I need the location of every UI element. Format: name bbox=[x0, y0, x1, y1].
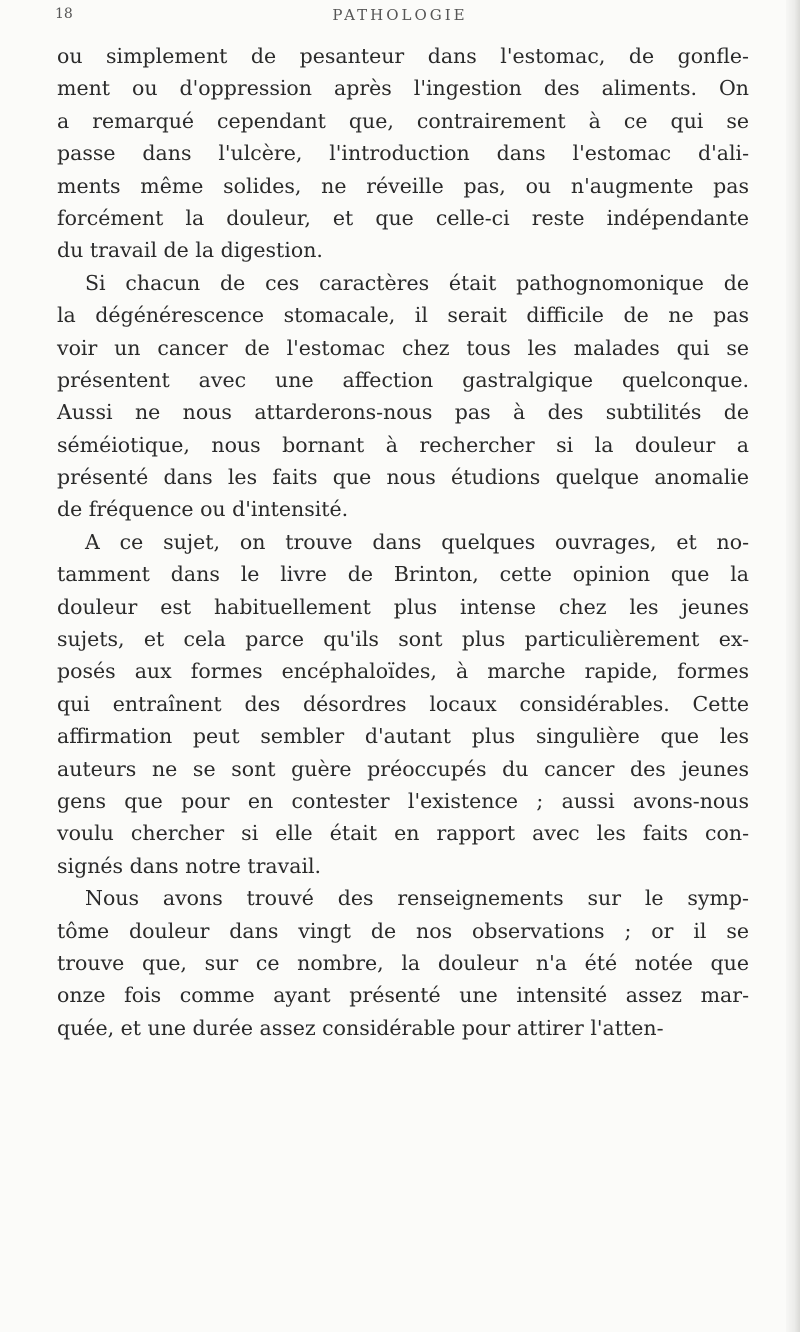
text-line: de fréquence ou d'intensité. bbox=[57, 497, 349, 522]
text-line: voulu chercher si elle était en rapport avec les faits con- bbox=[57, 821, 749, 846]
body-text bbox=[57, 40, 749, 1044]
text-line: présentent avec une affection gastralgique quelconque. bbox=[57, 367, 749, 392]
text-line: sujets, et cela parce qu'ils sont plus particulièrement ex- bbox=[57, 627, 749, 652]
running-head: PATHOLOGIE bbox=[332, 6, 468, 24]
text-line: ment ou d'oppression après l'ingestion des aliments. On bbox=[57, 76, 749, 101]
text-line: qui entraînent des désordres locaux considérables. Cette bbox=[57, 691, 749, 716]
text-line: gens que pour en contester l'existence ; aussi avons-nous bbox=[57, 788, 749, 813]
text-line: ments même solides, ne réveille pas, ou n'augmente pas bbox=[57, 173, 749, 198]
text-line: auteurs ne se sont guère préoccupés du cancer des jeunes bbox=[57, 756, 749, 781]
text-line: posés aux formes encéphaloïdes, à marche rapide, formes bbox=[57, 659, 749, 684]
text-line: Nous avons trouvé des renseignements sur le symp- bbox=[85, 886, 749, 911]
text-line: signés dans notre travail. bbox=[57, 853, 322, 878]
text-line: trouve que, sur ce nombre, la douleur n'a été notée que bbox=[57, 950, 749, 975]
text-line: A ce sujet, on trouve dans quelques ouvrages, et no- bbox=[85, 529, 749, 554]
text-line: du travail de la digestion. bbox=[57, 238, 323, 263]
text-line: voir un cancer de l'estomac chez tous les malades qui se bbox=[57, 335, 749, 360]
text-line: forcément la douleur, et que celle-ci reste indépendante bbox=[57, 205, 749, 230]
text-line: tamment dans le livre de Brinton, cette opinion que la bbox=[57, 562, 749, 587]
text-line: la dégénérescence stomacale, il serait difficile de ne pas bbox=[57, 303, 749, 328]
text-line: présenté dans les faits que nous étudions quelque anomalie bbox=[57, 465, 749, 490]
page-number: 18 bbox=[55, 6, 73, 22]
text-line: Si chacun de ces caractères était pathognomonique de bbox=[85, 270, 749, 295]
text-line: séméiotique, nous bornant à rechercher si la douleur a bbox=[57, 432, 749, 457]
text-line: douleur est habituellement plus intense chez les jeunes bbox=[57, 594, 749, 619]
text-line: ou simplement de pesanteur dans l'estomac, de gonfle- bbox=[57, 44, 749, 68]
text-line: passe dans l'ulcère, l'introduction dans l'estomac d'ali- bbox=[57, 141, 749, 166]
text-line: affirmation peut sembler d'autant plus singulière que les bbox=[57, 724, 749, 749]
text-line: Aussi ne nous attarderons-nous pas à des subtilités de bbox=[57, 400, 749, 425]
text-line: onze fois comme ayant présenté une intensité assez mar- bbox=[57, 983, 749, 1008]
page-header bbox=[55, 6, 745, 32]
text-line: tôme douleur dans vingt de nos observations ; or il se bbox=[57, 918, 749, 943]
text-line: a remarqué cependant que, contrairement à ce qui se bbox=[57, 108, 749, 133]
page-edge-shadow bbox=[786, 0, 800, 1332]
text-line: quée, et une durée assez considérable pour attirer l'atten- bbox=[57, 1015, 664, 1040]
